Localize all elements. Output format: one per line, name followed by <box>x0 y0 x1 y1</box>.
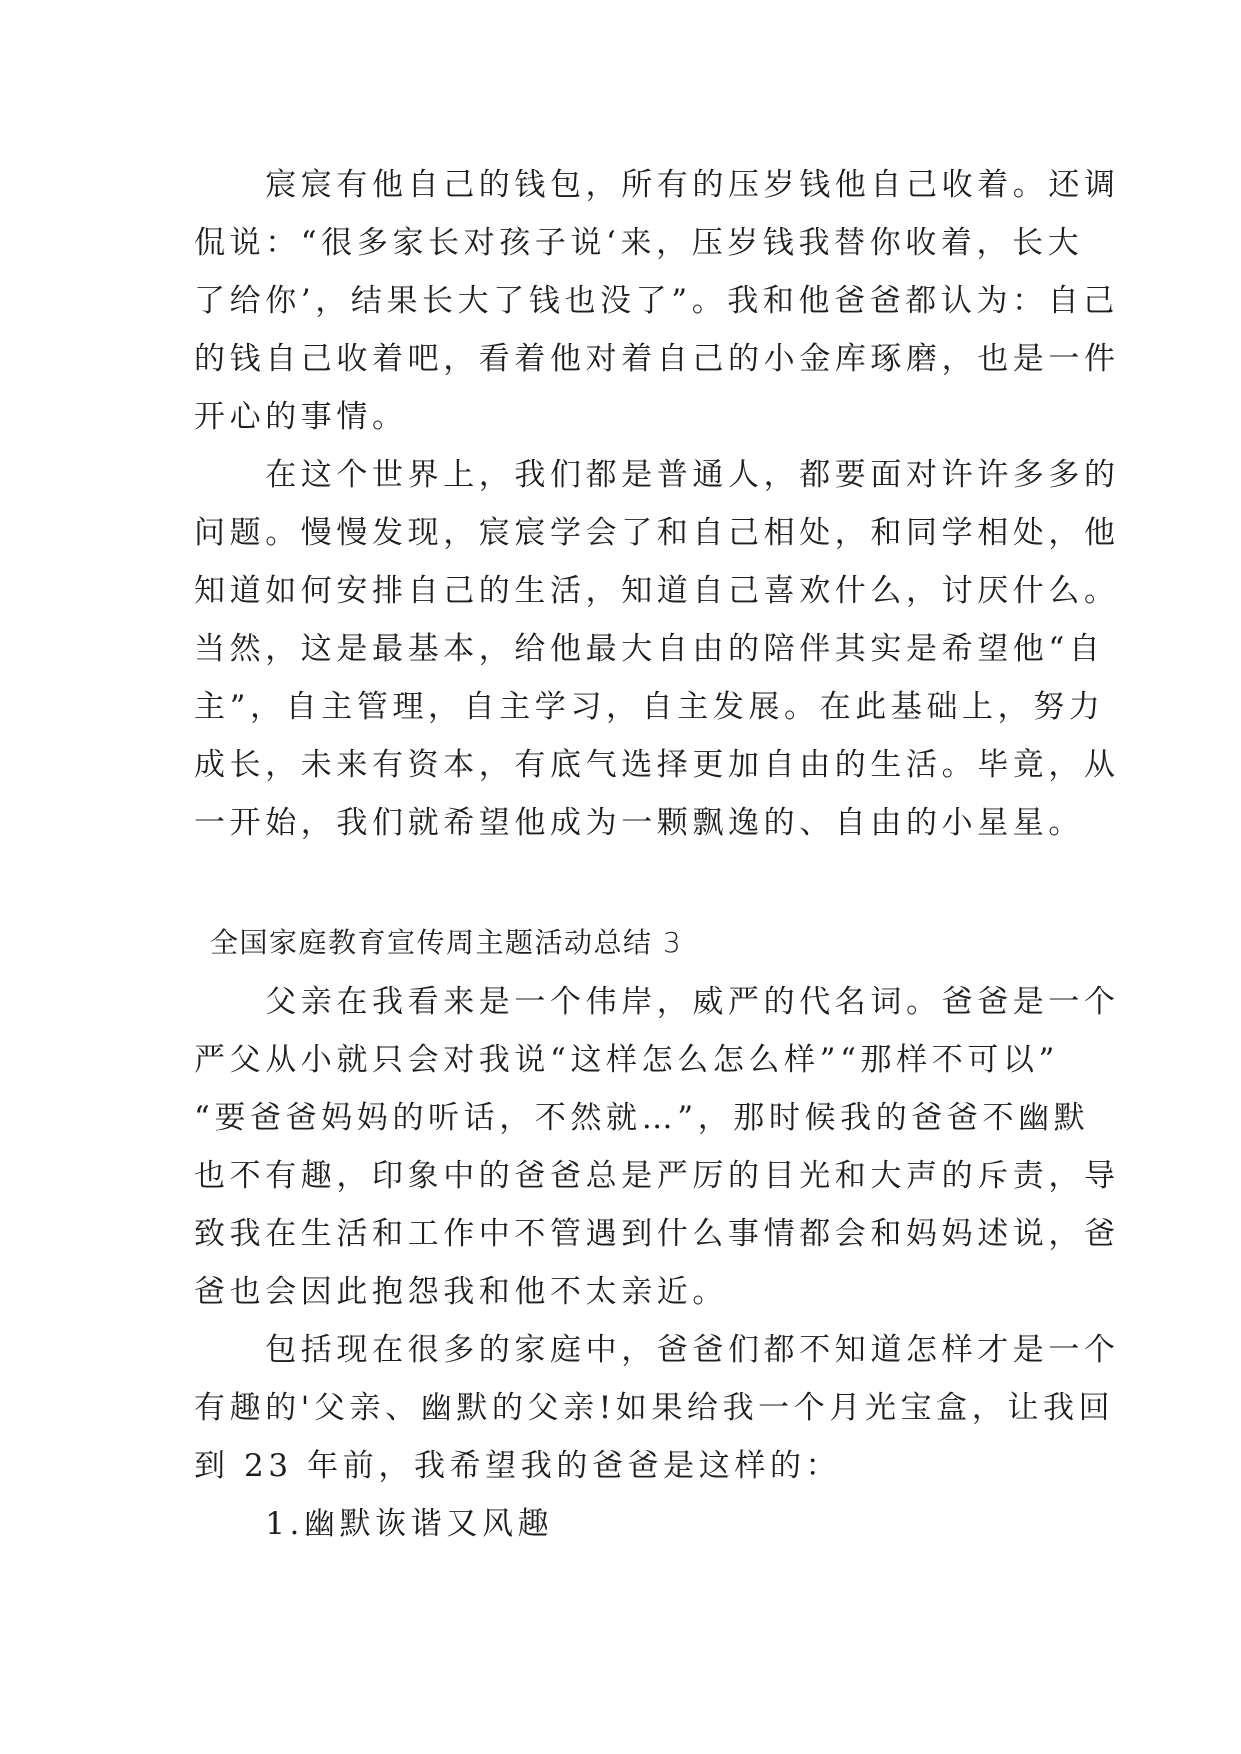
paragraph-1-line-2: 侃说：“很多家长对孩子说‘来，压岁钱我替你收着，长大 <box>194 225 1084 261</box>
paragraph-1-line-4: 的钱自己收着吧，看着他对着自己的小金库琢磨，也是一件 <box>194 341 1120 377</box>
paragraph-3-line-6: 爸也会因此抱怨我和他不太亲近。 <box>194 1274 728 1310</box>
paragraph-3-line-3: “要爸爸妈妈的听话，不然就…”，那时候我的爸爸不幽默 <box>194 1100 1090 1136</box>
paragraph-2-line-6: 成长，未来有资本，有底气选择更加自由的生活。毕竟，从 <box>194 747 1120 783</box>
paragraph-2-line-2: 问题。慢慢发现，宸宸学会了和自己相处，和同学相处，他 <box>194 515 1120 551</box>
paragraph-3-line-5: 致我在生活和工作中不管遇到什么事情都会和妈妈述说，爸 <box>194 1216 1120 1252</box>
list-item-1: 1.幽默诙谐又风趣 <box>194 1506 554 1542</box>
paragraph-3-line-1: 父亲在我看来是一个伟岸，威严的代名词。爸爸是一个 <box>194 984 1120 1020</box>
paragraph-2-line-4: 当然，这是最基本，给他最大自由的陪伴其实是希望他“自 <box>194 631 1105 667</box>
paragraph-4-line-2: 有趣的'父亲、幽默的父亲!如果给我一个月光宝盒，让我回 <box>194 1390 1115 1426</box>
paragraph-2-line-5: 主”，自主管理，自主学习，自主发展。在此基础上，努力 <box>194 689 1105 725</box>
paragraph-4-line-1: 包括现在很多的家庭中，爸爸们都不知道怎样才是一个 <box>194 1332 1120 1368</box>
paragraph-4-line-3: 到 23 年前，我希望我的爸爸是这样的： <box>194 1448 842 1484</box>
paragraph-2-line-7: 一开始，我们就希望他成为一颗飘逸的、自由的小星星。 <box>194 805 1084 841</box>
paragraph-1-line-1: 宸宸有他自己的钱包，所有的压岁钱他自己收着。还调 <box>194 167 1120 203</box>
paragraph-1-line-5: 开心的事情。 <box>194 399 408 435</box>
paragraph-2-line-3: 知道如何安排自己的生活，知道自己喜欢什么，讨厌什么。 <box>194 573 1120 609</box>
paragraph-3-line-4: 也不有趣，印象中的爸爸总是严厉的目光和大声的斥责，导 <box>194 1158 1120 1194</box>
paragraph-1-line-3: 了给你’，结果长大了钱也没了”。我和他爸爸都认为：自己 <box>194 283 1119 319</box>
paragraph-3-line-2: 严父从小就只会对我说“这样怎么怎么样”“那样不可以” <box>194 1042 1059 1078</box>
section-heading: 全国家庭教育宣传周主题活动总结 3 <box>210 926 683 959</box>
paragraph-2-line-1: 在这个世界上，我们都是普通人，都要面对许许多多的 <box>194 457 1120 493</box>
